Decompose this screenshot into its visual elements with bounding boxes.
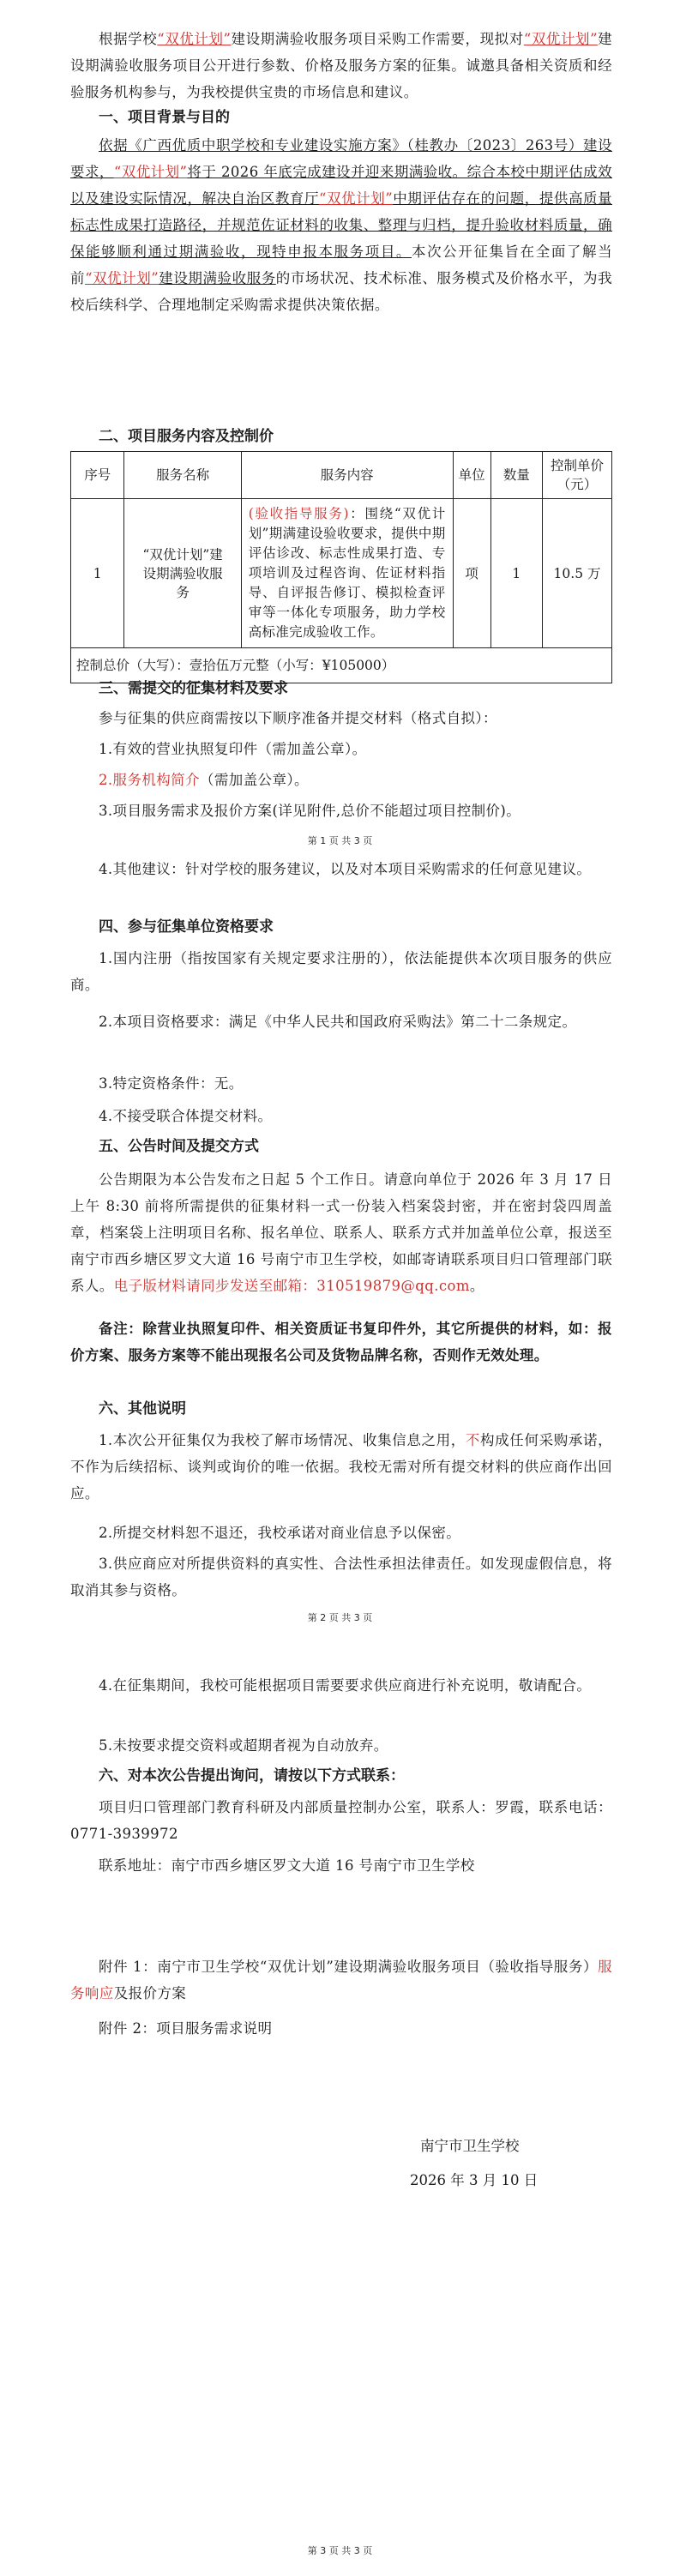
- s6-item-1-b: 构成任何采购承诺，不作为后续招标、谈判或询价的唯一依据。我校无需对所有提交材料的供应商作出回应。: [70, 1432, 612, 1502]
- col-header-name: 服务名称: [124, 452, 241, 499]
- cell-price: 10.5 万: [543, 499, 612, 648]
- section-6-heading: 六、其他说明: [99, 1400, 186, 1417]
- section-3-heading: 三、需提交的征集材料及要求: [99, 680, 288, 697]
- cell-unit: 项: [453, 499, 490, 648]
- col-header-unit: 单位: [453, 452, 490, 499]
- cell-name: “双优计划”建设期满验收服务: [124, 499, 241, 648]
- content-text: ：围绕“双优计划”期满建设验收要求，提供中期评估诊改、标志性成果打造、专项培训及过程咨询、佐证材料指导、自评报告修订、模拟检查评审等一体化专项服务，助力学校高标准完成验收工作。: [248, 506, 446, 640]
- s1-highlight-2: “双优计划”: [319, 190, 394, 207]
- intro-text-c: 建设期满验收服务项目公开进行参数、价格及服务方案的征集。诚邀具备相关资质和经验服务机构参与，为我校提供宝贵的市场信息和建议。: [70, 31, 612, 100]
- s3-item-2-text: （需加盖公章）。: [199, 772, 309, 788]
- s1-highlight-1: “双优计划”: [113, 164, 188, 180]
- page-footer-1: 第 1 页 共 3 页: [307, 835, 373, 846]
- s5-paragraph-1: [70, 1166, 612, 1299]
- section-1-paragraph: [70, 132, 612, 318]
- section-3-intro: 参与征集的供应商需按以下顺序准备并提交材料（格式自拟）：: [99, 710, 497, 726]
- s1-text-c: 中期评估存在的问题，提供高质量标志性成果打造路径，并规范佐证材料的收集、整理与归档，提升验收材料质量，确保能够顺利通过期满验收，现特申报本服务项目。: [70, 190, 612, 260]
- s3-item-2: [70, 767, 612, 793]
- s4-item-2: 2.本项目资格要求：满足《中华人民共和国政府采购法》第二十二条规定。: [99, 1014, 577, 1030]
- s1-text-b: 将于 2026 年底完成建设并迎来期满验收。综合本校中期评估成效以及建设实际情况，解决自治区教育厅: [70, 164, 613, 207]
- s6-item-1-a: 1.本次公开征集仅为我校了解市场情况、收集信息之用，: [99, 1432, 466, 1448]
- section-5-heading: 五、公告时间及提交方式: [99, 1138, 259, 1155]
- s3-item-2-highlight: 2.服务机构简介: [99, 772, 200, 788]
- signature-org: 南宁市卫生学校: [420, 2138, 520, 2154]
- s7-paragraph-1: 项目归口管理部门教育科研及内部质量控制办公室，联系人：罗霞，联系电话：0771-3939972: [70, 1799, 612, 1842]
- table-row: [71, 499, 612, 648]
- attachment-1-b: 及报价方案: [113, 1985, 187, 2001]
- s6-item-4: 4.在征集期间，我校可能根据项目需要要求供应商进行补充说明，敬请配合。: [99, 1677, 592, 1694]
- signature-date: 2026 年 3 月 10 日: [410, 2172, 539, 2188]
- s3-item-3: 3.项目服务需求及报价方案(详见附件,总价不能超过项目控制价)。: [99, 803, 521, 819]
- intro-text-a: 根据学校: [99, 31, 158, 47]
- cell-content: [241, 499, 453, 648]
- table-header-row: [71, 452, 612, 499]
- col-header-qty: 数量: [490, 452, 542, 499]
- s4-item-4: 4.不接受联合体提交材料。: [99, 1108, 273, 1124]
- section-2-heading: 二、项目服务内容及控制价: [99, 428, 274, 445]
- col-header-content: 服务内容: [241, 452, 453, 499]
- intro-highlight-1: “双优计划”: [157, 31, 232, 47]
- s4-item-1: 1.国内注册（指按国家有关规定要求注册的），依法能提供本次项目服务的供应商。: [70, 950, 612, 993]
- attachment-1-a: 附件 1：南宁市卫生学校“双优计划”建设期满验收服务项目（验收指导服务）: [99, 1959, 599, 1975]
- s7-paragraph-2: 联系地址：南宁市西乡塘区罗文大道 16 号南宁市卫生学校: [99, 1857, 475, 1874]
- content-highlight: (验收指导服务): [248, 506, 349, 521]
- s6-item-5: 5.未按要求提交资料或超期者视为自动放弃。: [99, 1737, 388, 1754]
- section-4-heading: 四、参与征集单位资格要求: [99, 918, 274, 936]
- s1-text-a: 依据《广西优质中职学校和专业建设实施方案》（桂教办〔2023〕263号）建设要求，: [70, 137, 612, 180]
- s5-text-end: 。: [469, 1278, 484, 1294]
- s6-item-1: [70, 1427, 612, 1507]
- intro-text-b: 建设期满验收服务项目采购工作需要，现拟对: [231, 31, 524, 47]
- attachment-1-highlight: 服务响应: [70, 1959, 612, 2001]
- page-footer-3: 第 3 页 共 3 页: [307, 2545, 373, 2556]
- attachment-2: 附件 2：项目服务需求说明: [99, 2020, 273, 2037]
- s5-note: 备注：除营业执照复印件、相关资质证书复印件外，其它所提供的材料，如：报价方案、服务方案等不能出现报名公司及货物品牌名称，否则作无效处理。: [70, 1321, 612, 1363]
- cell-no: 1: [71, 499, 124, 648]
- s1-text-f: 的市场状况、技术标准、服务模式及价格水平，为我校后续科学、合理地制定采购需求提供决策依据。: [70, 270, 612, 313]
- s3-item-1: 1.有效的营业执照复印件（需加盖公章）。: [99, 741, 367, 757]
- intro-paragraph: [70, 26, 612, 105]
- service-table: [70, 451, 612, 683]
- s1-text-e: 建设期满验收服务: [159, 270, 276, 286]
- page-footer-2: 第 2 页 共 3 页: [307, 1612, 373, 1623]
- cell-total: 控制总价（大写）：壹拾伍万元整（小写：¥105000）: [71, 648, 612, 683]
- intro-highlight-2: “双优计划”: [523, 31, 598, 47]
- s1-highlight-3: “双优计划”: [85, 270, 159, 286]
- section-1-heading: 一、项目背景与目的: [99, 109, 230, 126]
- s6-item-3a: 3.供应商应对所提供资料的真实性、合法性承担法律责任。如发现虚假信息，将取消其参与资格。: [70, 1556, 612, 1598]
- attachment-1: [70, 1953, 612, 2007]
- cell-qty: 1: [490, 499, 542, 648]
- s5-email-highlight[interactable]: 电子版材料请同步发送至邮箱：3105198​79@qq.com: [113, 1278, 470, 1294]
- col-header-price: 控制单价（元）: [543, 452, 612, 499]
- s3-item-4: 4.其他建议：针对学校的服务建议，以及对本项目采购需求的任何意见建议。: [99, 861, 592, 877]
- section-7-heading: 六、对本次公告提出询问，请按以下方式联系：: [99, 1767, 405, 1785]
- s6-item-2: 2.所提交材料恕不退还，我校承诺对商业信息予以保密。: [99, 1525, 461, 1541]
- s5-text: 公告期限为本公告发布之日起 5 个工作日。请意向单位于 2026 年 3 月 17 日上午 8:30 前将所需提供的征集材料一式一份装入档案袋封密，并在密封袋四周盖章，档案袋上注明项目名称、报名单位、联系人、联系方式并加盖单位公章，报送至南宁市西乡塘区罗文大道 16 号南宁市卫生学校，如邮寄请联系项目归口管理部门联系人。: [70, 1171, 612, 1294]
- col-header-no: 序号: [71, 452, 124, 499]
- s6-item-1-highlight: 不: [465, 1432, 481, 1448]
- s4-item-3: 3.特定资格条件：无。: [99, 1075, 244, 1092]
- s1-text-d: 本次公开征集旨在全面了解当前: [70, 244, 612, 286]
